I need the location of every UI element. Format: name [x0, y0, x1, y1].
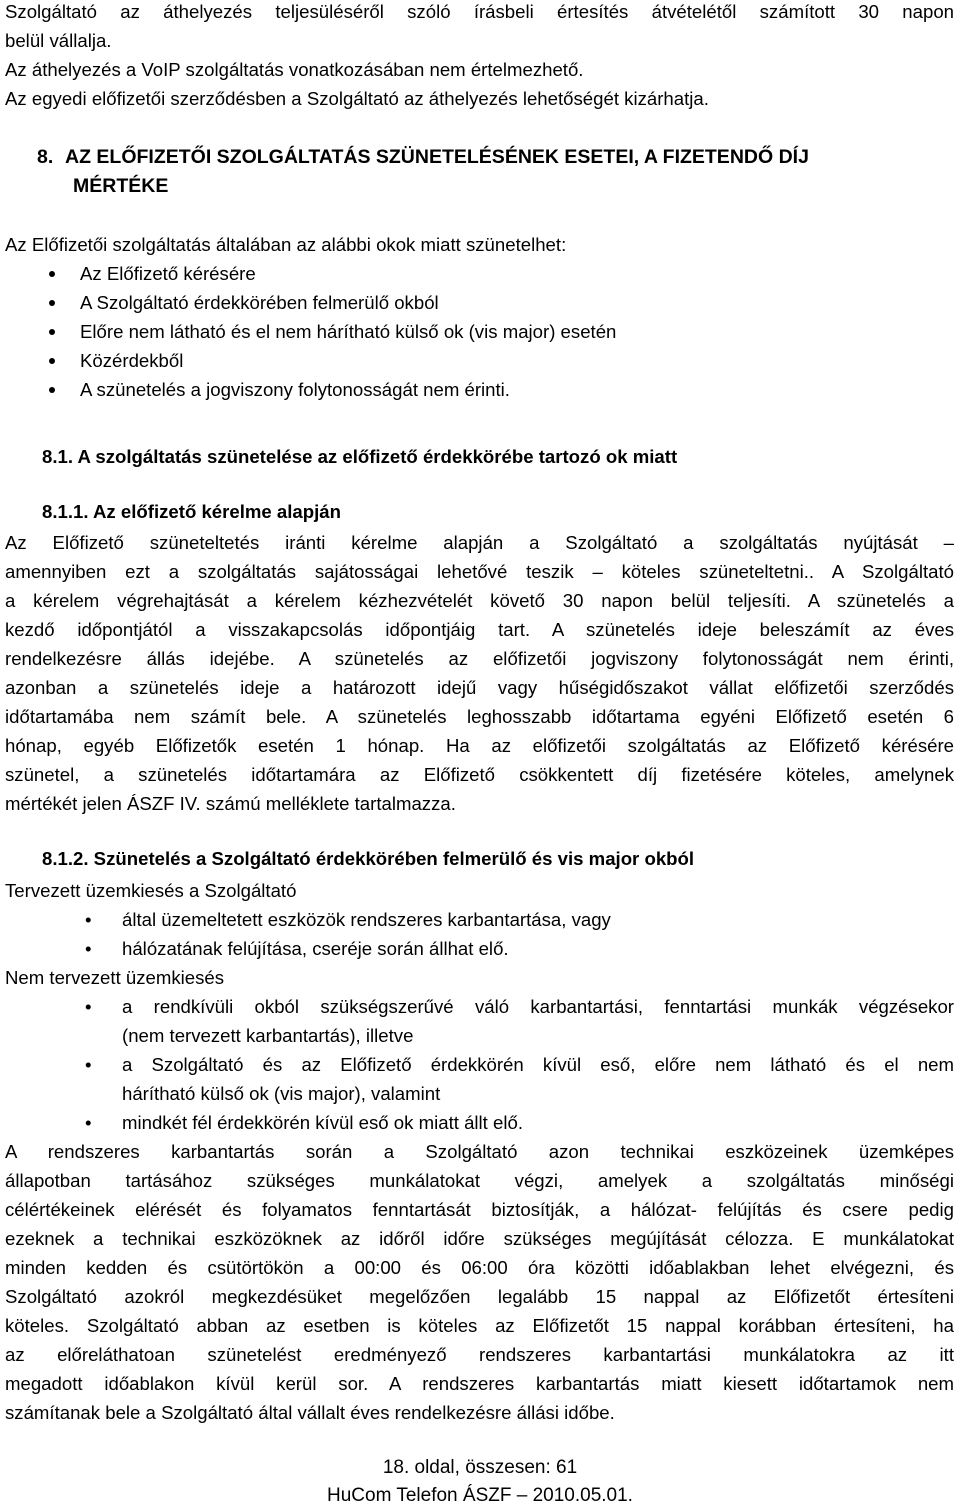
- section-8-body: [5, 230, 954, 404]
- paragraph-line: időtartamába nem számít bele. A szünetelés leghosszabb időtartama egyéni Előfizető esetén 6: [5, 706, 954, 727]
- list-item-line: • a Szolgáltató és az Előfizető érdekkörén kívül eső, előre nem látható és el nem: [122, 1054, 954, 1075]
- paragraph-line: hónap, egyéb Előfizetők esetén 1 hónap. Ha az előfizetői szolgáltatás az Előfizető kérésére: [5, 735, 954, 756]
- list-item-line: hárítható külső ok (vis major), valamint: [122, 1083, 441, 1104]
- list-item: • által üzemeltetett eszközök rendszeres karbantartása, vagy: [5, 905, 954, 934]
- section-8-1-2-body: [5, 876, 954, 1427]
- list-item: A szünetelés a jogviszony folytonosságát nem érinti.: [5, 375, 954, 404]
- list-item: A Szolgáltató érdekkörében felmerülő okból: [5, 288, 954, 317]
- paragraph-line: köteles. Szolgáltató abban az esetben is köteles az Előfizetőt 15 nappal korábban értesíteni, ha: [5, 1315, 954, 1336]
- list-item-line: • mindkét fél érdekkörén kívül eső ok miatt állt elő.: [122, 1112, 523, 1133]
- intro-block: [5, 0, 954, 113]
- list-item: • hálózatának felújítása, cseréje során állhat elő.: [5, 934, 954, 963]
- intro-line: Az áthelyezés a VoIP szolgáltatás vonatkozásában nem értelmezhető.: [5, 59, 584, 80]
- paragraph-line: számítanak bele a Szolgáltató által vállalt éves rendelkezésre állási időbe.: [5, 1402, 615, 1423]
- section-title-cont: MÉRTÉKE: [73, 175, 169, 197]
- paragraph-line: a kérelem végrehajtását a kérelem kézhezvételét követő 30 napon belül teljesíti. A szünetelés a: [5, 590, 954, 611]
- section-8-1-heading: 8.1. A szolgáltatás szünetelése az előfizető érdekkörébe tartozó ok miatt: [42, 446, 678, 467]
- paragraph-line: célértékeinek elérését és folyamatos fenntartását biztosítják, a hálózat- felújítás és csere pedig: [5, 1199, 954, 1220]
- section-number: 8.: [37, 146, 54, 168]
- paragraph-line: amennyiben ezt a szolgáltatás sajátosságai lehetővé teszik – köteles szüneteltetni.. A Szolgáltató: [5, 561, 954, 582]
- paragraph-line: mértékét jelen ÁSZF IV. számú melléklete tartalmazza.: [5, 793, 456, 814]
- paragraph-line: kezdő időpontjától a visszakapcsolás időpontjáig tart. A szünetelés ideje beleszámít az éves: [5, 619, 954, 640]
- reason-list: [5, 259, 954, 404]
- paragraph-line: azonban a szünetelés ideje a határozott idejű vagy hűségidőszakot vállat előfizetői szerződés: [5, 677, 954, 698]
- page-number: 18. oldal, összesen: 61: [382, 1457, 578, 1478]
- list-item: Közérdekből: [5, 346, 954, 375]
- intro-line: Az egyedi előfizetői szerződésben a Szolgáltató az áthelyezés lehetőségét kizárhatja.: [5, 88, 709, 109]
- list-item: [5, 1108, 954, 1137]
- unplanned-label: Nem tervezett üzemkiesés: [5, 967, 225, 988]
- paragraph-line: Az Előfizető szüneteltetés iránti kérelme alapján a Szolgáltató a szolgáltatás nyújtását –: [5, 532, 954, 553]
- list-item: Az Előfizető kérésére: [5, 259, 954, 288]
- planned-list: [5, 905, 954, 963]
- unplanned-list: [5, 992, 954, 1137]
- section-title: AZ ELŐFIZETŐI SZOLGÁLTATÁS SZÜNETELÉSÉNEK ESETEI, A FIZETENDŐ DÍJ: [65, 146, 809, 168]
- paragraph-line: A rendszeres karbantartás során a Szolgáltató azon technikai eszközeinek üzemképes: [5, 1141, 954, 1162]
- paragraph-line: minden kedden és csütörtökön a 00:00 és 06:00 óra közötti időablakban lehet elvégezni, és: [5, 1257, 954, 1278]
- list-item-line: • a rendkívüli okból szükségszerűvé váló karbantartási, fenntartási munkák végzésekor: [122, 996, 954, 1017]
- section-8-1-2-heading: 8.1.2. Szünetelés a Szolgáltató érdekkörében felmerülő és vis major okból: [42, 848, 695, 869]
- planned-label: Tervezett üzemkiesés a Szolgáltató: [5, 880, 297, 901]
- list-item-line: (nem tervezett karbantartás), illetve: [122, 1025, 414, 1046]
- paragraph-line: Szolgáltató azokról megkezdésüket megelőzően legalább 15 nappal az Előfizetőt értesíteni: [5, 1286, 954, 1307]
- intro-line: belül vállalja.: [5, 30, 112, 51]
- section-8-1-1-body: [5, 528, 954, 818]
- lead-text: Az Előfizetői szolgáltatás általában az alábbi okok miatt szünetelhet:: [5, 234, 567, 255]
- intro-line: Szolgáltató az áthelyezés teljesüléséről szóló írásbeli értesítés átvételétől számított 30 napon: [5, 1, 954, 22]
- paragraph-line: rendelkezésre állás idejébe. A szünetelés az előfizetői jogviszony folytonosságát nem érinti,: [5, 648, 954, 669]
- paragraph-line: állapotban tartásához szükséges munkálatokat végzi, amelyek a szolgáltatás minőségi: [5, 1170, 954, 1191]
- paragraph-line: megadott időablakon kívül kerül sor. A rendszeres karbantartás miatt kiesett időtartamok nem: [5, 1373, 954, 1394]
- paragraph-line: ezeknek a technikai eszközöknek az időről időre szükséges megújítását célozza. E munkálatokat: [5, 1228, 954, 1249]
- section-8-1-1-heading: 8.1.1. Az előfizető kérelme alapján: [42, 501, 341, 522]
- list-item: [5, 1050, 954, 1108]
- list-item: [5, 992, 954, 1050]
- paragraph-line: szünetel, a szünetelés időtartamára az Előfizető csökkentett díj fizetésére köteles, amelynek: [5, 764, 954, 785]
- list-item: Előre nem látható és el nem hárítható külső ok (vis major) esetén: [5, 317, 954, 346]
- paragraph-line: az előreláthatoan szünetelést eredményező rendszeres karbantartási munkálatokra az itt: [5, 1344, 954, 1365]
- document-id: HuCom Telefon ÁSZF – 2010.05.01.: [327, 1485, 633, 1506]
- section-8-heading: [5, 143, 954, 201]
